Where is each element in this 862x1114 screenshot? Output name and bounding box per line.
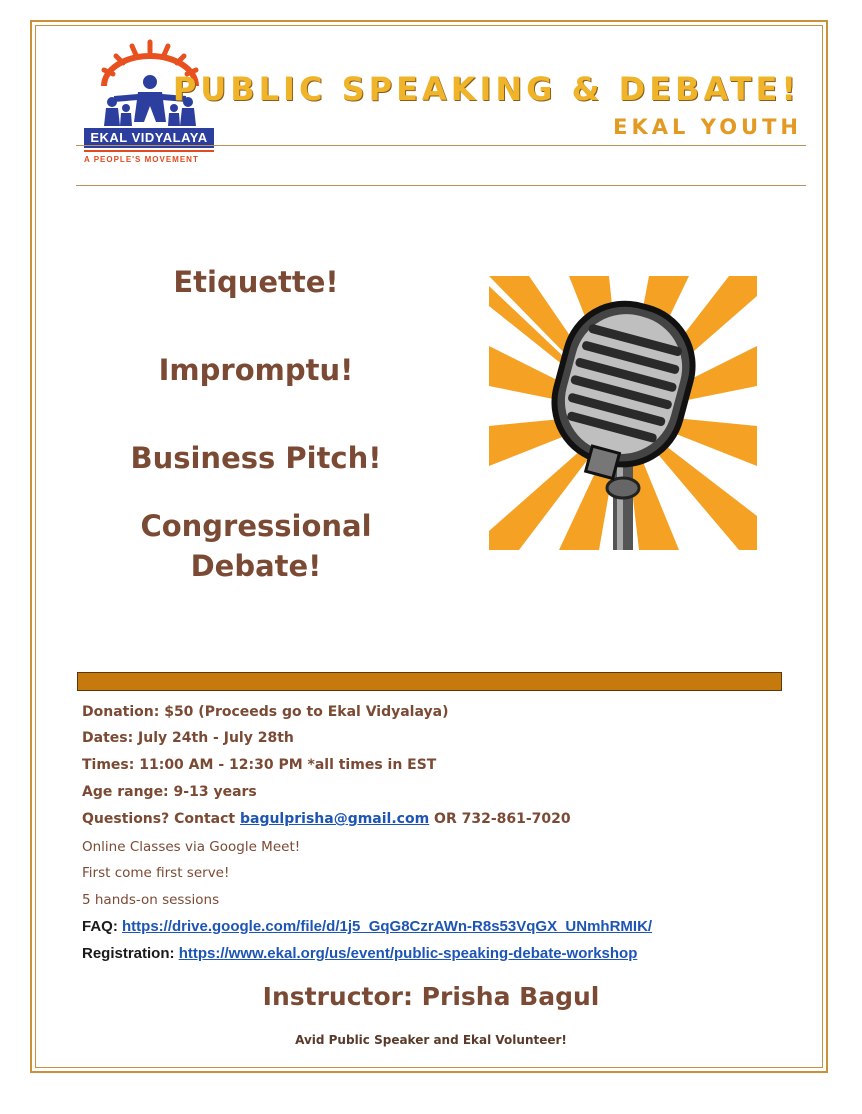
registration-label: Registration: xyxy=(82,945,179,962)
divider-top xyxy=(76,145,806,146)
times-text: Times: 11:00 AM - 12:30 PM *all times in EST xyxy=(82,757,437,773)
faq-line xyxy=(82,918,652,935)
registration-line xyxy=(82,945,637,962)
sessions-text: 5 hands-on sessions xyxy=(82,892,220,908)
topic-business-pitch: Business Pitch! xyxy=(130,441,382,475)
page-title: PUBLIC SPEAKING & DEBATE! xyxy=(172,70,800,108)
questions-line xyxy=(82,811,571,827)
first-come-text: First come first serve! xyxy=(82,865,230,881)
topic-impromptu: Impromptu! xyxy=(158,353,354,387)
microphone-icon xyxy=(489,276,757,550)
logo-tagline: A PEOPLE'S MOVEMENT xyxy=(84,155,199,164)
contact-email-link[interactable]: bagulprisha@gmail.com xyxy=(239,811,430,827)
logo-name: EKAL VIDYALAYA xyxy=(84,128,214,148)
topic-etiquette: Etiquette! xyxy=(173,265,339,299)
divider-bottom xyxy=(76,185,806,186)
logo-underline xyxy=(84,150,214,152)
questions-suffix: OR 732-861-7020 xyxy=(429,811,571,827)
online-classes-text: Online Classes via Google Meet! xyxy=(82,839,301,855)
donation-text: Donation: $50 (Proceeds go to Ekal Vidyalaya) xyxy=(82,704,449,720)
topic-debate: Debate! xyxy=(190,549,322,583)
age-range-text: Age range: 9-13 years xyxy=(82,784,257,800)
section-bar xyxy=(77,672,782,691)
faq-label: FAQ: xyxy=(82,918,122,935)
instructor-heading: Instructor: Prisha Bagul xyxy=(262,982,600,1011)
dates-text: Dates: July 24th - July 28th xyxy=(82,730,294,746)
questions-prefix: Questions? Contact xyxy=(82,811,240,827)
faq-link[interactable]: https://drive.google.com/file/d/1j5_GqG8CzrAWn-R8s53VqGX_UNmhRMIK/ xyxy=(122,918,653,935)
instructor-tagline: Avid Public Speaker and Ekal Volunteer! xyxy=(295,1033,567,1047)
registration-link[interactable]: https://www.ekal.org/us/event/public-speaking-debate-workshop xyxy=(178,945,638,962)
topic-congressional: Congressional xyxy=(140,509,372,543)
page-subtitle: EKAL YOUTH xyxy=(613,115,802,139)
